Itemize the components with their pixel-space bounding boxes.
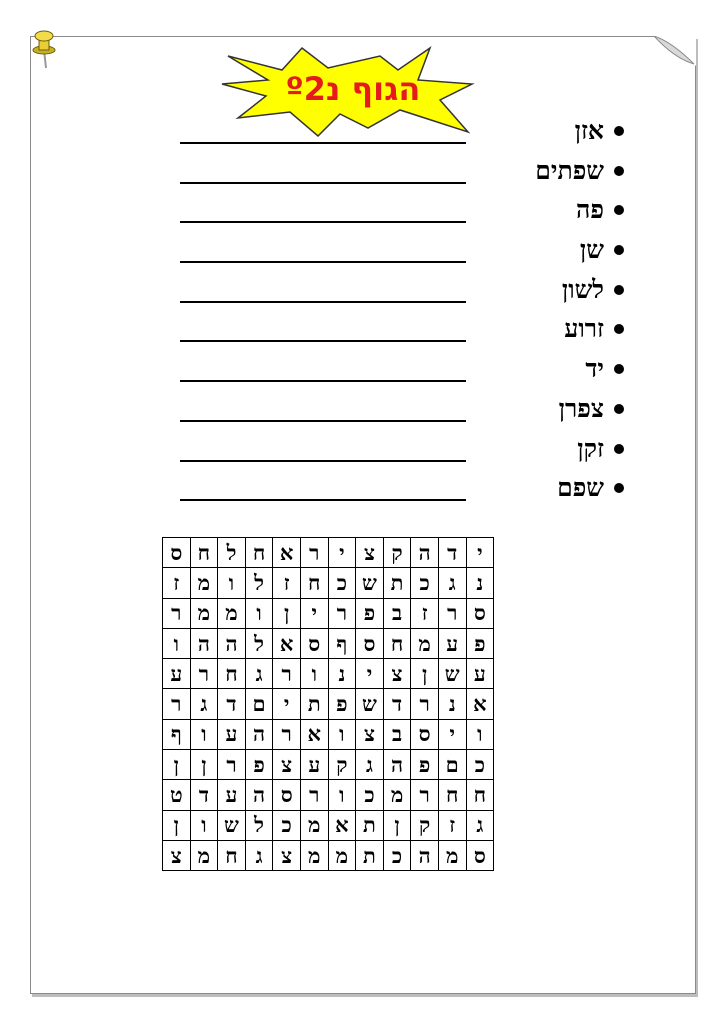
grid-cell[interactable]: ע: [300, 750, 328, 780]
grid-cell[interactable]: ו: [328, 719, 356, 749]
grid-cell[interactable]: ח: [245, 538, 273, 568]
grid-cell[interactable]: ס: [300, 628, 328, 658]
grid-cell[interactable]: ו: [466, 719, 494, 749]
bullet-icon: [614, 404, 624, 414]
grid-cell[interactable]: ע: [218, 780, 246, 810]
answer-line[interactable]: [180, 499, 466, 501]
grid-cell[interactable]: צ: [273, 750, 301, 780]
grid-cell[interactable]: ה: [411, 840, 439, 870]
grid-cell[interactable]: ת: [300, 689, 328, 719]
grid-cell[interactable]: י: [300, 598, 328, 628]
vocab-word: שפם: [557, 473, 604, 503]
grid-cell[interactable]: ר: [218, 750, 246, 780]
grid-cell[interactable]: ק: [383, 538, 411, 568]
grid-cell[interactable]: ד: [438, 538, 466, 568]
grid-cell[interactable]: מ: [300, 810, 328, 840]
grid-cell[interactable]: פ: [328, 689, 356, 719]
grid-cell[interactable]: ת: [383, 568, 411, 598]
answer-line[interactable]: [180, 142, 466, 144]
answer-line[interactable]: [180, 182, 466, 184]
vocab-row: [170, 231, 630, 271]
grid-row: [163, 810, 494, 840]
grid-cell[interactable]: ח: [300, 568, 328, 598]
page-curl-corner: [654, 36, 696, 66]
grid-cell[interactable]: ג: [245, 840, 273, 870]
grid-cell[interactable]: י: [466, 538, 494, 568]
grid-cell[interactable]: כ: [411, 568, 439, 598]
answer-line[interactable]: [180, 221, 466, 223]
word-search-grid: [162, 537, 494, 871]
grid-cell[interactable]: ו: [163, 628, 191, 658]
grid-cell[interactable]: י: [273, 689, 301, 719]
bullet-icon: [614, 245, 624, 255]
vocab-row: [170, 390, 630, 430]
grid-cell[interactable]: א: [273, 628, 301, 658]
vocab-word: זרוע: [564, 314, 604, 344]
grid-cell[interactable]: ח: [466, 780, 494, 810]
grid-cell[interactable]: מ: [218, 598, 246, 628]
grid-cell[interactable]: ם: [438, 750, 466, 780]
bullet-icon: [614, 364, 624, 374]
grid-cell[interactable]: ר: [300, 538, 328, 568]
grid-row: [163, 568, 494, 598]
answer-line[interactable]: [180, 301, 466, 303]
grid-cell[interactable]: ס: [411, 719, 439, 749]
bullet-icon: [614, 166, 624, 176]
grid-cell[interactable]: ן: [411, 659, 439, 689]
grid-cell[interactable]: ש: [218, 810, 246, 840]
vocab-word: פה: [576, 195, 604, 225]
grid-cell[interactable]: ה: [383, 750, 411, 780]
grid-cell[interactable]: ר: [300, 780, 328, 810]
grid-cell[interactable]: ע: [438, 628, 466, 658]
grid-cell[interactable]: ע: [218, 719, 246, 749]
grid-cell[interactable]: ז: [438, 810, 466, 840]
vocab-word: זקן: [577, 433, 604, 463]
grid-cell[interactable]: ה: [245, 780, 273, 810]
grid-cell[interactable]: מ: [190, 840, 218, 870]
grid-cell[interactable]: מ: [328, 840, 356, 870]
grid-cell[interactable]: ס: [356, 628, 384, 658]
grid-cell[interactable]: ז: [273, 568, 301, 598]
bullet-icon: [614, 126, 624, 136]
grid-cell[interactable]: פ: [466, 628, 494, 658]
vocab-word: לשון: [561, 274, 604, 304]
grid-cell[interactable]: ל: [218, 538, 246, 568]
grid-cell[interactable]: ר: [163, 689, 191, 719]
grid-row: [163, 689, 494, 719]
vocabulary-list: [170, 112, 630, 509]
grid-row: [163, 780, 494, 810]
grid-row: [163, 659, 494, 689]
vocab-row: [170, 310, 630, 350]
grid-cell[interactable]: כ: [328, 568, 356, 598]
grid-cell[interactable]: ב: [383, 719, 411, 749]
grid-cell[interactable]: ר: [438, 598, 466, 628]
grid-cell[interactable]: ה: [245, 719, 273, 749]
grid-cell[interactable]: ת: [356, 810, 384, 840]
grid-cell[interactable]: ס: [466, 840, 494, 870]
bullet-icon: [614, 285, 624, 295]
grid-row: [163, 598, 494, 628]
grid-cell[interactable]: ח: [383, 628, 411, 658]
grid-cell[interactable]: ן: [383, 810, 411, 840]
grid-row: [163, 538, 494, 568]
grid-cell[interactable]: ג: [466, 810, 494, 840]
grid-cell[interactable]: ח: [218, 659, 246, 689]
grid-cell[interactable]: ג: [438, 568, 466, 598]
grid-cell[interactable]: מ: [411, 628, 439, 658]
grid-cell[interactable]: ש: [438, 659, 466, 689]
grid-cell[interactable]: נ: [328, 659, 356, 689]
answer-line[interactable]: [180, 460, 466, 462]
grid-cell[interactable]: ע: [163, 659, 191, 689]
grid-cell[interactable]: מ: [300, 840, 328, 870]
grid-cell[interactable]: פ: [411, 750, 439, 780]
grid-cell[interactable]: ר: [411, 689, 439, 719]
grid-cell[interactable]: ש: [356, 568, 384, 598]
vocab-row: [170, 350, 630, 390]
grid-cell[interactable]: ה: [218, 628, 246, 658]
grid-cell[interactable]: ר: [163, 598, 191, 628]
vocab-word: אזן: [574, 116, 604, 145]
grid-cell[interactable]: ו: [245, 598, 273, 628]
grid-row: [163, 628, 494, 658]
answer-line[interactable]: [180, 340, 466, 342]
grid-cell[interactable]: ן: [163, 750, 191, 780]
grid-cell[interactable]: ט: [163, 780, 191, 810]
grid-cell[interactable]: פ: [245, 750, 273, 780]
grid-cell[interactable]: ר: [328, 598, 356, 628]
grid-cell[interactable]: ע: [466, 659, 494, 689]
grid-cell[interactable]: ס: [273, 780, 301, 810]
grid-cell[interactable]: צ: [273, 840, 301, 870]
grid-cell[interactable]: ל: [245, 628, 273, 658]
vocab-word: שן: [579, 235, 604, 265]
vocab-row: [170, 469, 630, 509]
vocab-row: [170, 152, 630, 192]
thumbtack-icon: [30, 26, 58, 70]
bullet-icon: [614, 205, 624, 215]
grid-cell[interactable]: צ: [163, 840, 191, 870]
grid-cell[interactable]: ד: [383, 689, 411, 719]
grid-row: [163, 840, 494, 870]
grid-cell[interactable]: י: [438, 719, 466, 749]
grid-cell[interactable]: א: [466, 689, 494, 719]
grid-cell[interactable]: ה: [411, 538, 439, 568]
grid-cell[interactable]: כ: [383, 840, 411, 870]
grid-cell[interactable]: ן: [163, 810, 191, 840]
worksheet-title: הגוף נº2: [285, 70, 421, 108]
grid-cell[interactable]: ק: [411, 810, 439, 840]
bullet-icon: [614, 324, 624, 334]
grid-cell[interactable]: ד: [190, 780, 218, 810]
grid-cell[interactable]: י: [328, 538, 356, 568]
grid-cell[interactable]: ז: [411, 598, 439, 628]
grid-cell[interactable]: ח: [190, 538, 218, 568]
grid-cell[interactable]: מ: [190, 598, 218, 628]
grid-cell[interactable]: ו: [218, 568, 246, 598]
vocab-row: [170, 191, 630, 231]
grid-cell[interactable]: ל: [245, 810, 273, 840]
grid-cell[interactable]: ל: [245, 568, 273, 598]
grid-cell[interactable]: ה: [190, 628, 218, 658]
grid-cell[interactable]: א: [328, 810, 356, 840]
grid-cell[interactable]: ש: [356, 689, 384, 719]
grid-row: [163, 750, 494, 780]
grid-cell[interactable]: פ: [356, 598, 384, 628]
grid-cell[interactable]: ג: [356, 750, 384, 780]
vocab-row: [170, 271, 630, 311]
vocab-row: [170, 112, 630, 152]
bullet-icon: [614, 444, 624, 454]
grid-cell[interactable]: י: [356, 659, 384, 689]
grid-row: [163, 719, 494, 749]
grid-cell[interactable]: ן: [273, 598, 301, 628]
grid-cell[interactable]: ף: [328, 628, 356, 658]
grid-cell[interactable]: נ: [466, 568, 494, 598]
grid-cell[interactable]: ג: [245, 659, 273, 689]
bullet-icon: [614, 483, 624, 493]
grid-cell[interactable]: ח: [438, 780, 466, 810]
grid-cell[interactable]: ד: [218, 689, 246, 719]
grid-cell[interactable]: ק: [328, 750, 356, 780]
grid-cell[interactable]: ר: [273, 659, 301, 689]
vocab-row: [170, 430, 630, 470]
grid-cell[interactable]: א: [273, 538, 301, 568]
grid-cell[interactable]: ר: [411, 780, 439, 810]
answer-line[interactable]: [180, 261, 466, 263]
grid-cell[interactable]: ח: [218, 840, 246, 870]
grid-cell[interactable]: ו: [300, 659, 328, 689]
vocab-word: צפרן: [558, 393, 604, 423]
grid-cell[interactable]: מ: [190, 568, 218, 598]
grid-cell[interactable]: ו: [190, 719, 218, 749]
grid-cell[interactable]: מ: [438, 840, 466, 870]
grid-cell[interactable]: ו: [190, 810, 218, 840]
grid-cell[interactable]: צ: [383, 659, 411, 689]
grid-cell[interactable]: צ: [356, 719, 384, 749]
grid-cell[interactable]: כ: [466, 750, 494, 780]
grid-cell[interactable]: ב: [383, 598, 411, 628]
grid-cell[interactable]: ת: [356, 840, 384, 870]
grid-cell[interactable]: ס: [466, 598, 494, 628]
grid-cell[interactable]: ף: [163, 719, 191, 749]
answer-line[interactable]: [180, 420, 466, 422]
grid-cell[interactable]: ג: [190, 689, 218, 719]
grid-cell[interactable]: נ: [438, 689, 466, 719]
grid-cell[interactable]: ן: [190, 750, 218, 780]
grid-cell[interactable]: ר: [190, 659, 218, 689]
grid-cell[interactable]: כ: [356, 780, 384, 810]
grid-cell[interactable]: ם: [245, 689, 273, 719]
vocab-word: שפתים: [535, 155, 604, 185]
answer-line[interactable]: [180, 380, 466, 382]
grid-cell[interactable]: ס: [163, 538, 191, 568]
grid-cell[interactable]: ר: [273, 719, 301, 749]
vocab-word: יד: [585, 354, 604, 384]
grid-cell[interactable]: ו: [328, 780, 356, 810]
grid-cell[interactable]: צ: [356, 538, 384, 568]
grid-cell[interactable]: כ: [273, 810, 301, 840]
grid-cell[interactable]: א: [300, 719, 328, 749]
grid-cell[interactable]: ז: [163, 568, 191, 598]
grid-cell[interactable]: מ: [383, 780, 411, 810]
